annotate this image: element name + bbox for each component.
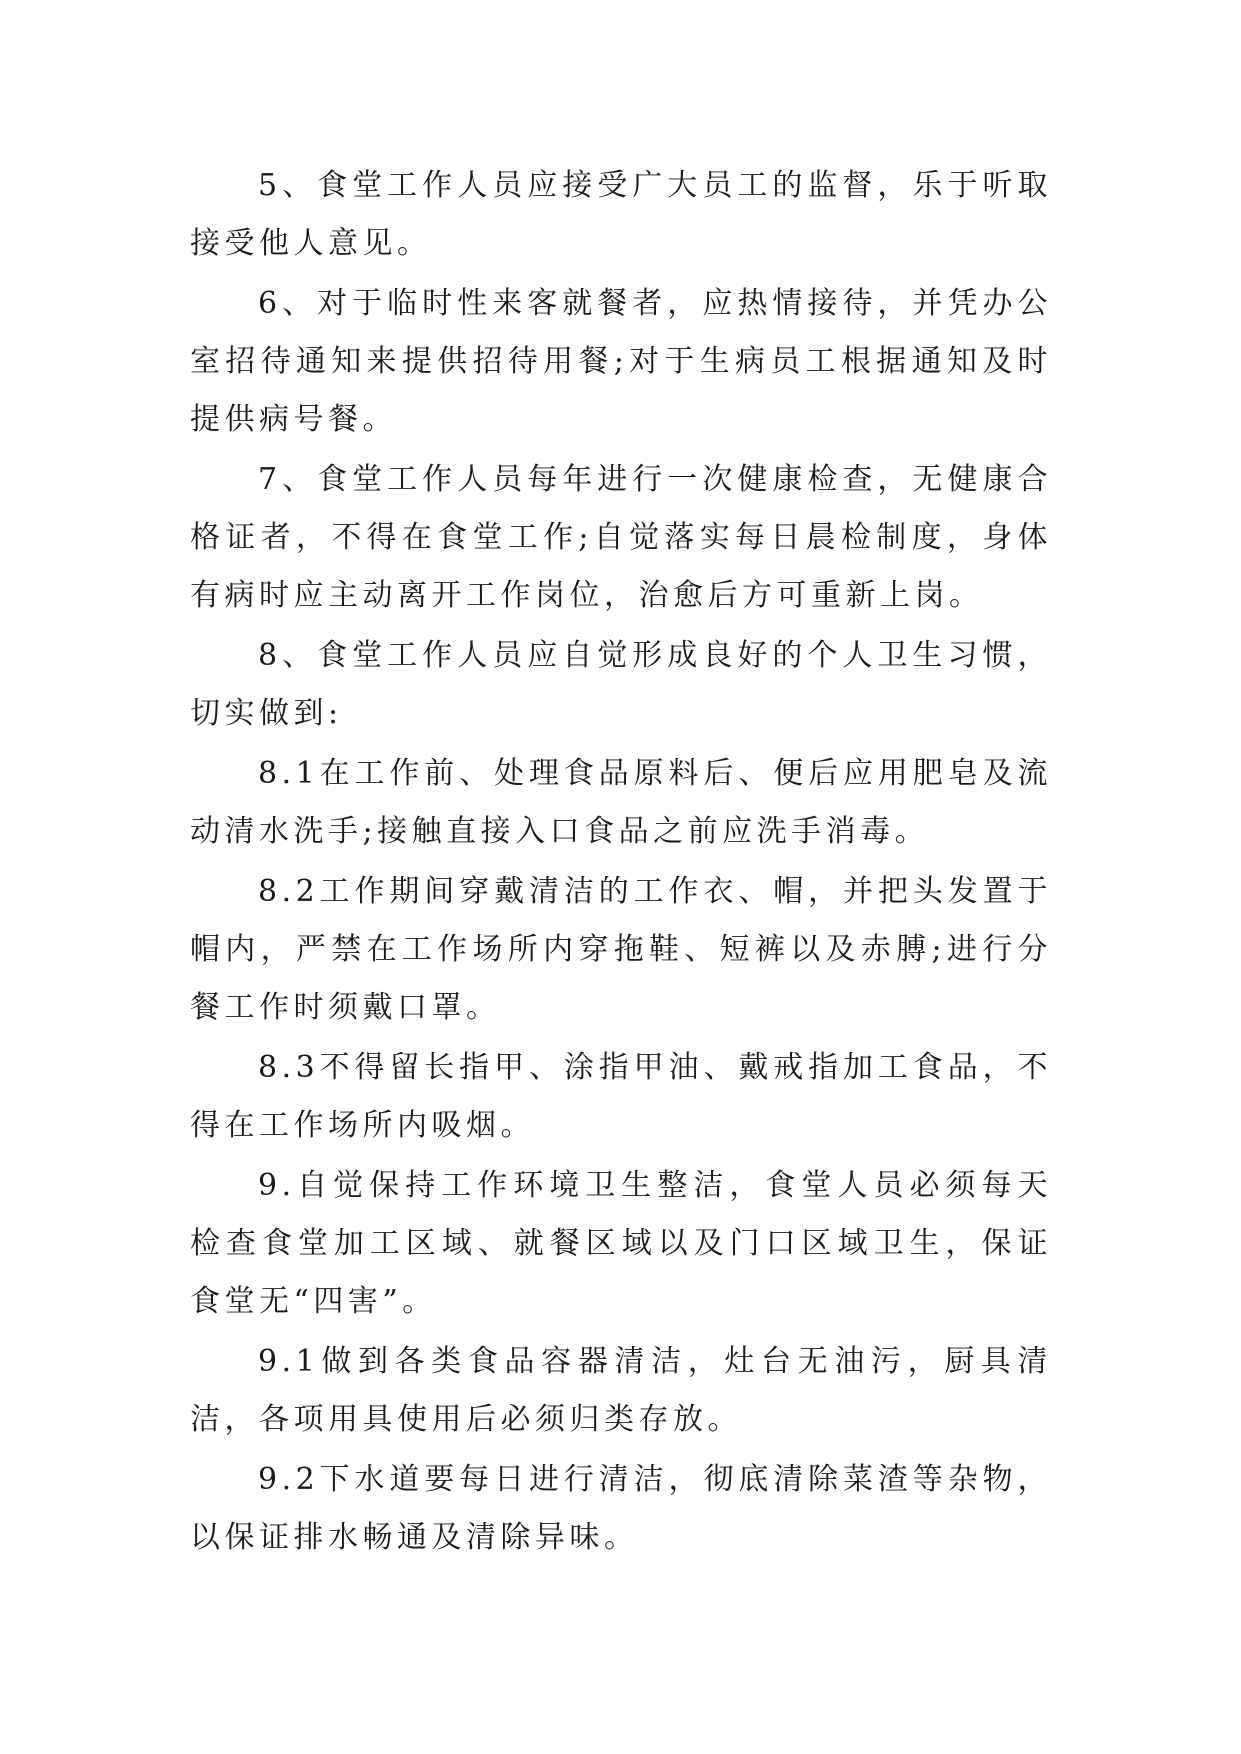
paragraph-7: 7、食堂工作人员每年进行一次健康检查，无健康合格证者，不得在食堂工作;自觉落实每日晨检制度，身体有病时应主动离开工作岗位，治愈后方可重新上岗。 bbox=[190, 462, 1052, 613]
paragraph-8: 8、食堂工作人员应自觉形成良好的个人卫生习惯，切实做到: bbox=[190, 638, 1052, 731]
paragraph-8-2: 8.2工作期间穿戴清洁的工作衣、帽，并把头发置于帽内，严禁在工作场所内穿拖鞋、短裤以及赤膊;进行分餐工作时须戴口罩。 bbox=[190, 874, 1052, 1025]
paragraph-9: 9.自觉保持工作环境卫生整洁，食堂人员必须每天检查食堂加工区域、就餐区域以及门口区域卫生，保证食堂无“四害”。 bbox=[190, 1168, 1052, 1319]
paragraph-5: 5、食堂工作人员应接受广大员工的监督，乐于听取接受他人意见。 bbox=[190, 168, 1052, 261]
paragraph-8-3: 8.3不得留长指甲、涂指甲油、戴戒指加工食品，不得在工作场所内吸烟。 bbox=[190, 1050, 1052, 1143]
paragraph-8-1: 8.1在工作前、处理食品原料后、便后应用肥皂及流动清水洗手;接触直接入口食品之前应洗手消毒。 bbox=[190, 756, 1052, 849]
document-body bbox=[190, 157, 1052, 1569]
paragraph-9-1: 9.1做到各类食品容器清洁，灶台无油污，厨具清洁，各项用具使用后必须归类存放。 bbox=[190, 1344, 1052, 1437]
paragraph-9-2: 9.2下水道要每日进行清洁，彻底清除菜渣等杂物，以保证排水畅通及清除异味。 bbox=[190, 1462, 1052, 1555]
paragraph-6: 6、对于临时性来客就餐者，应热情接待，并凭办公室招待通知来提供招待用餐;对于生病员工根据通知及时提供病号餐。 bbox=[190, 286, 1052, 437]
